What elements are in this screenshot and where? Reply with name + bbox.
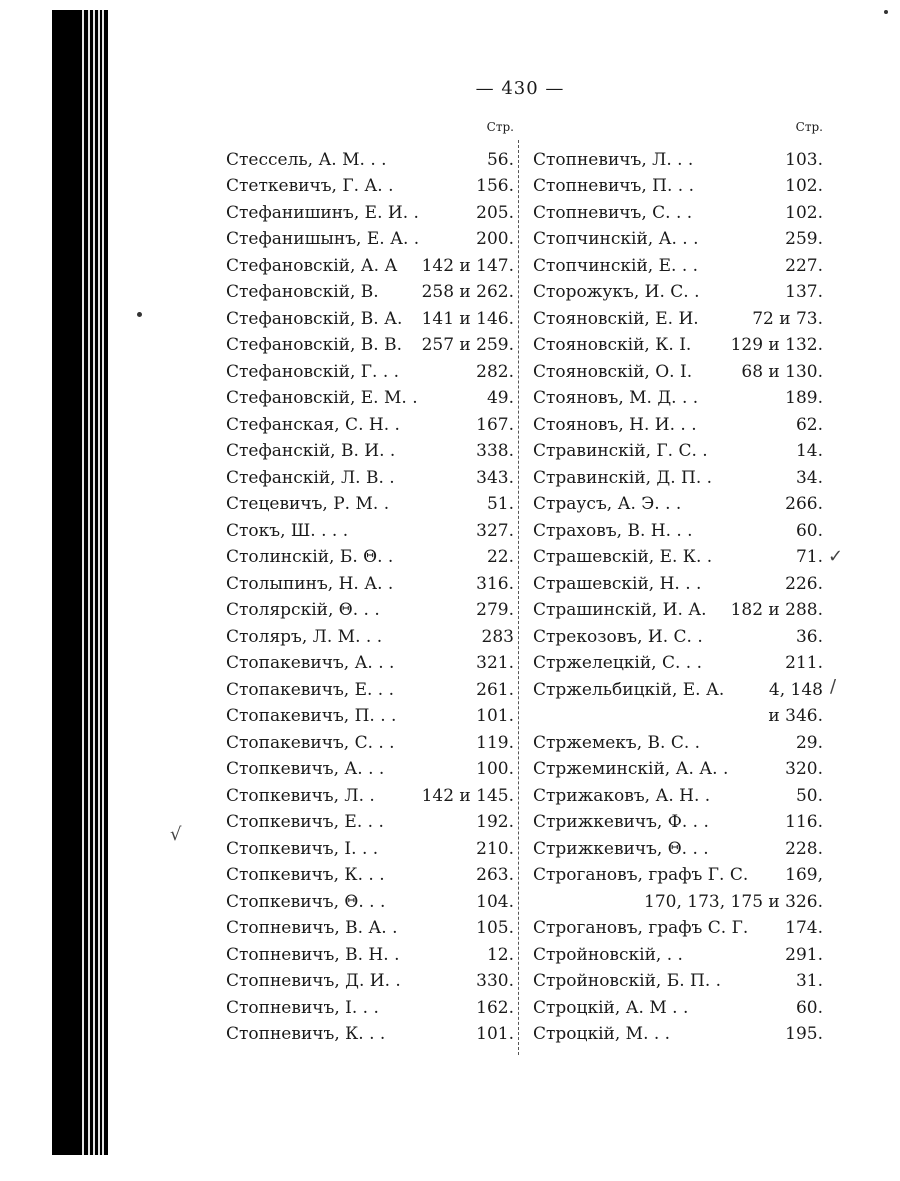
entry-name: Стефановскій, В.: [226, 284, 379, 301]
entry-name: Стопкевичъ, І. . .: [226, 840, 379, 858]
entry-name: Строцкій, М. . .: [533, 1026, 671, 1043]
entry-pages: 60.: [795, 997, 823, 1018]
index-entry: [226, 142, 514, 169]
index-entry: [533, 142, 823, 169]
index-entry: [226, 884, 514, 911]
entry-name: Стопкевичъ, А. . .: [226, 761, 385, 778]
index-entry: [533, 911, 823, 938]
index-entry: [226, 566, 514, 593]
entry-name: Стокъ, Ш. . . .: [226, 522, 349, 540]
entry-name: Стравинскій, Г. С. .: [533, 443, 708, 460]
entry-pages: 261.: [476, 679, 514, 700]
entry-pages: 257 и 259.: [421, 335, 514, 355]
pages-column-header: Стр.: [795, 120, 823, 134]
index-entry: [533, 990, 823, 1017]
entry-name: Стопакевичъ, Е. . .: [226, 681, 394, 699]
index-entry: [226, 752, 514, 779]
entry-name: Стопакевичъ, А. . .: [226, 655, 395, 672]
index-entry: [533, 699, 823, 726]
entry-pages: 12.: [486, 944, 514, 965]
entry-pages: 103.: [785, 149, 823, 170]
entry-name: Стопакевичъ, П. . .: [226, 708, 397, 725]
entry-pages: 321.: [476, 653, 514, 673]
entry-pages: 49.: [486, 388, 514, 408]
paper-speck: [137, 312, 142, 317]
index-entry: [533, 275, 823, 302]
index-entry: [226, 805, 514, 832]
index-entry: [226, 540, 514, 567]
entry-pages: 101.: [476, 706, 514, 726]
entry-name: Стояновъ, М. Д. . .: [533, 390, 699, 407]
entry-name: Стопкевичъ, Θ. . .: [226, 893, 386, 911]
entry-name: Стефановскій, Г. . .: [226, 363, 400, 381]
margin-pencil-mark: /: [830, 676, 837, 697]
index-entry: [533, 195, 823, 222]
entry-name: Страшевскій, Н. . .: [533, 575, 702, 593]
entry-pages: 31.: [795, 971, 823, 991]
right-column: [533, 118, 823, 1043]
entry-name: Страусъ, А. Э. . .: [533, 496, 682, 513]
index-entry: [533, 805, 823, 832]
entry-name: Стопневичъ, В. А. .: [226, 920, 398, 937]
entry-pages: 56.: [486, 149, 514, 170]
entry-pages: 62.: [795, 414, 823, 435]
entry-name: Стржельбицкій, Е. А.: [533, 681, 725, 699]
entry-name: Стессель, А. М. . .: [226, 151, 387, 169]
entry-pages: 316.: [476, 573, 514, 594]
entry-pages: 105.: [476, 918, 514, 938]
index-entry: [226, 937, 514, 964]
entry-pages: 291.: [785, 944, 823, 965]
entry-name: Страшинскій, И. А.: [533, 602, 707, 619]
index-entry: [226, 275, 514, 302]
index-entry: [226, 672, 514, 699]
index-entry: [533, 328, 823, 355]
entry-name: Стопчинскій, А. . .: [533, 231, 699, 248]
index-entry: [226, 328, 514, 355]
entry-pages: 259.: [785, 229, 823, 249]
margin-pencil-mark: √: [170, 824, 182, 845]
index-entry: [226, 460, 514, 487]
entry-name: Страшевскій, Е. К. .: [533, 549, 713, 566]
entry-pages: 182 и 288.: [730, 600, 823, 620]
index-entry: [226, 195, 514, 222]
entry-name: Стрижкевичъ, Θ. . .: [533, 840, 709, 858]
index-entry: [226, 778, 514, 805]
index-entry: [226, 858, 514, 885]
entry-pages: 170, 173, 175 и 326.: [644, 891, 823, 912]
entry-pages: 129 и 132.: [730, 335, 823, 355]
entry-pages: 22.: [486, 547, 514, 567]
index-entry: [533, 619, 823, 646]
entry-name: Стецевичъ, Р. М. .: [226, 496, 390, 513]
left-column: [226, 118, 514, 1043]
margin-pencil-mark: ✓: [828, 546, 844, 567]
entry-name: Стопневичъ, В. Н. .: [226, 946, 400, 964]
index-entry: [226, 911, 514, 938]
entry-pages: 102.: [785, 176, 823, 196]
entry-name: Столинскій, Б. Θ. .: [226, 549, 394, 566]
entry-pages: 60.: [795, 520, 823, 541]
entry-name: Стройновскій, Б. П. .: [533, 973, 722, 990]
entry-pages: 167.: [476, 414, 514, 435]
index-entry: [226, 381, 514, 408]
index-entry: [226, 1017, 514, 1044]
entry-pages: 34.: [795, 467, 823, 488]
index-entry: [533, 381, 823, 408]
entry-pages: 4, 148: [768, 679, 823, 700]
index-entry: [226, 301, 514, 328]
pages-column-header: Стр.: [486, 120, 514, 134]
entry-name: Стрижаковъ, А. Н. .: [533, 787, 711, 805]
index-entry: [533, 460, 823, 487]
entry-pages: 14.: [795, 441, 823, 461]
index-entry: [226, 354, 514, 381]
entry-name: Стржеминскій, А. А. .: [533, 761, 729, 778]
entry-name: Строгановъ, графъ С. Г.: [533, 920, 749, 937]
entry-name: Страховъ, В. Н. . .: [533, 522, 693, 540]
index-entry: [533, 301, 823, 328]
entry-pages: 343.: [476, 467, 514, 488]
index-entry: [226, 699, 514, 726]
entry-name: Столярскій, Θ. . .: [226, 602, 380, 619]
entry-name: Стояновскій, О. І.: [533, 363, 693, 381]
entry-pages: 279.: [476, 600, 514, 620]
entry-pages: 210.: [476, 838, 514, 859]
entry-pages: 282.: [476, 361, 514, 382]
entry-name: Стояновъ, Н. И. . .: [533, 416, 697, 434]
index-entry: [533, 487, 823, 514]
entry-name: Стефановскій, В. В.: [226, 337, 402, 354]
entry-pages: и 346.: [768, 706, 823, 726]
book-spine-shadow: [52, 10, 108, 1155]
entry-pages: 137.: [785, 282, 823, 302]
entry-pages: 156.: [476, 176, 514, 196]
index-entry: [226, 593, 514, 620]
index-entry: [533, 540, 823, 567]
index-entry: [533, 1017, 823, 1044]
index-entry: [226, 964, 514, 991]
index-entry: [533, 646, 823, 673]
entry-pages: 141 и 146.: [421, 308, 514, 329]
entry-pages: 283: [481, 626, 514, 647]
index-entry: [533, 513, 823, 540]
entry-name: Стефанскій, В. И. .: [226, 443, 396, 460]
entry-pages: 200.: [476, 229, 514, 249]
entry-name: Стефанишынъ, Е. А. .: [226, 231, 420, 248]
entry-name: Стефановскій, Е. М. .: [226, 390, 418, 407]
entry-name: Стравинскій, Д. П. .: [533, 469, 713, 487]
entry-name: Стопкевичъ, К. . .: [226, 867, 385, 884]
entry-name: Стопакевичъ, С. . .: [226, 734, 395, 752]
index-entry: [226, 831, 514, 858]
entry-pages: 29.: [795, 732, 823, 753]
entry-pages: 192.: [476, 812, 514, 832]
index-entry: [226, 487, 514, 514]
right-entry-list: [533, 142, 823, 1043]
entry-name: Стефанская, С. Н. .: [226, 416, 400, 434]
index-entry: [533, 858, 823, 885]
entry-name: Стеткевичъ, Г. А. .: [226, 178, 394, 195]
entry-name: Стопневичъ, С. . .: [533, 204, 693, 222]
entry-pages: 205.: [476, 202, 514, 223]
entry-name: Сторожукъ, И. С. .: [533, 284, 700, 301]
entry-pages: 338.: [476, 441, 514, 461]
entry-name: Стрижкевичъ, Ф. . .: [533, 814, 709, 831]
entry-name: Стояновскій, К. І.: [533, 337, 692, 354]
entry-pages: 142 и 145.: [421, 785, 514, 806]
index-entry: [533, 752, 823, 779]
entry-name: Столяръ, Л. М. . .: [226, 628, 383, 646]
entry-name: Стрекозовъ, И. С. .: [533, 628, 703, 646]
paper-speck: [884, 10, 888, 14]
entry-name: Стопкевичъ, Л. .: [226, 787, 375, 805]
entry-pages: 327.: [476, 520, 514, 541]
entry-pages: 266.: [785, 494, 823, 514]
index-entry: [533, 964, 823, 991]
entry-pages: 101.: [476, 1024, 514, 1044]
entry-name: Стопневичъ, К. . .: [226, 1026, 386, 1043]
index-entry: [226, 646, 514, 673]
entry-pages: 226.: [785, 573, 823, 594]
entry-pages: 36.: [795, 626, 823, 647]
entry-pages: 104.: [476, 891, 514, 912]
index-entry: [226, 407, 514, 434]
index-entry: [226, 169, 514, 196]
index-entry: [226, 222, 514, 249]
column-divider: [518, 140, 519, 1055]
entry-name: Стржелецкій, С. . .: [533, 655, 703, 672]
index-entry: [226, 513, 514, 540]
index-entry: [533, 169, 823, 196]
entry-name: Стопчинскій, Е. . .: [533, 257, 699, 275]
entry-pages: 195.: [785, 1024, 823, 1044]
index-entry: [533, 566, 823, 593]
entry-name: Стопневичъ, П. . .: [533, 178, 694, 195]
entry-name: Стржемекъ, В. С. .: [533, 734, 701, 752]
entry-pages: 72 и 73.: [752, 308, 823, 329]
index-entry: [533, 778, 823, 805]
entry-name: Строцкій, А. М . .: [533, 999, 689, 1017]
entry-pages: 258 и 262.: [421, 282, 514, 302]
page-number: — 430 —: [475, 78, 565, 99]
index-entry: [533, 884, 823, 911]
entry-pages: 174.: [785, 918, 823, 938]
index-entry: [533, 434, 823, 461]
entry-pages: 211.: [785, 653, 823, 673]
entry-pages: 51.: [486, 494, 514, 514]
entry-name: Стефанскій, Л. В. .: [226, 469, 395, 487]
entry-pages: 100.: [476, 759, 514, 779]
entry-name: Стояновскій, Е. И.: [533, 310, 699, 328]
entry-name: Стопневичъ, І. . .: [226, 999, 379, 1017]
entry-name: Строгановъ, графъ Г. С.: [533, 867, 749, 884]
entry-pages: 71.: [795, 547, 823, 567]
entry-pages: 142 и 147.: [421, 255, 514, 276]
entry-name: Стопневичъ, Д. И. .: [226, 973, 401, 990]
entry-pages: 228.: [785, 838, 823, 859]
index-entry: [226, 619, 514, 646]
index-entry: [533, 248, 823, 275]
index-entry: [226, 990, 514, 1017]
entry-pages: 68 и 130.: [741, 361, 823, 382]
entry-name: Стопкевичъ, Е. . .: [226, 814, 384, 831]
entry-pages: 162.: [476, 997, 514, 1018]
index-entry: [533, 672, 823, 699]
entry-pages: 263.: [476, 865, 514, 885]
entry-pages: 320.: [785, 759, 823, 779]
left-entry-list: [226, 142, 514, 1043]
entry-pages: 169,: [785, 865, 823, 885]
index-entry: [226, 434, 514, 461]
entry-name: Стефановскій, А. А: [226, 257, 398, 275]
index-entry: [533, 407, 823, 434]
entry-pages: 119.: [476, 732, 514, 753]
entry-pages: 50.: [795, 785, 823, 806]
entry-pages: 102.: [785, 202, 823, 223]
index-entry: [226, 248, 514, 275]
entry-pages: 116.: [785, 812, 823, 832]
entry-pages: 189.: [785, 388, 823, 408]
index-entry: [533, 222, 823, 249]
entry-name: Стройновскій, . .: [533, 946, 683, 964]
entry-pages: 330.: [476, 971, 514, 991]
entry-name: Столыпинъ, Н. А. .: [226, 575, 394, 593]
entry-pages: 227.: [785, 255, 823, 276]
index-entry: [533, 937, 823, 964]
entry-name: Стефановскій, В. А.: [226, 310, 403, 328]
index-entry: [533, 725, 823, 752]
index-entry: [533, 831, 823, 858]
index-entry: [533, 593, 823, 620]
index-entry: [226, 725, 514, 752]
entry-name: Стопневичъ, Л. . .: [533, 151, 694, 169]
index-entry: [533, 354, 823, 381]
entry-name: Стефанишинъ, Е. И. .: [226, 204, 419, 222]
